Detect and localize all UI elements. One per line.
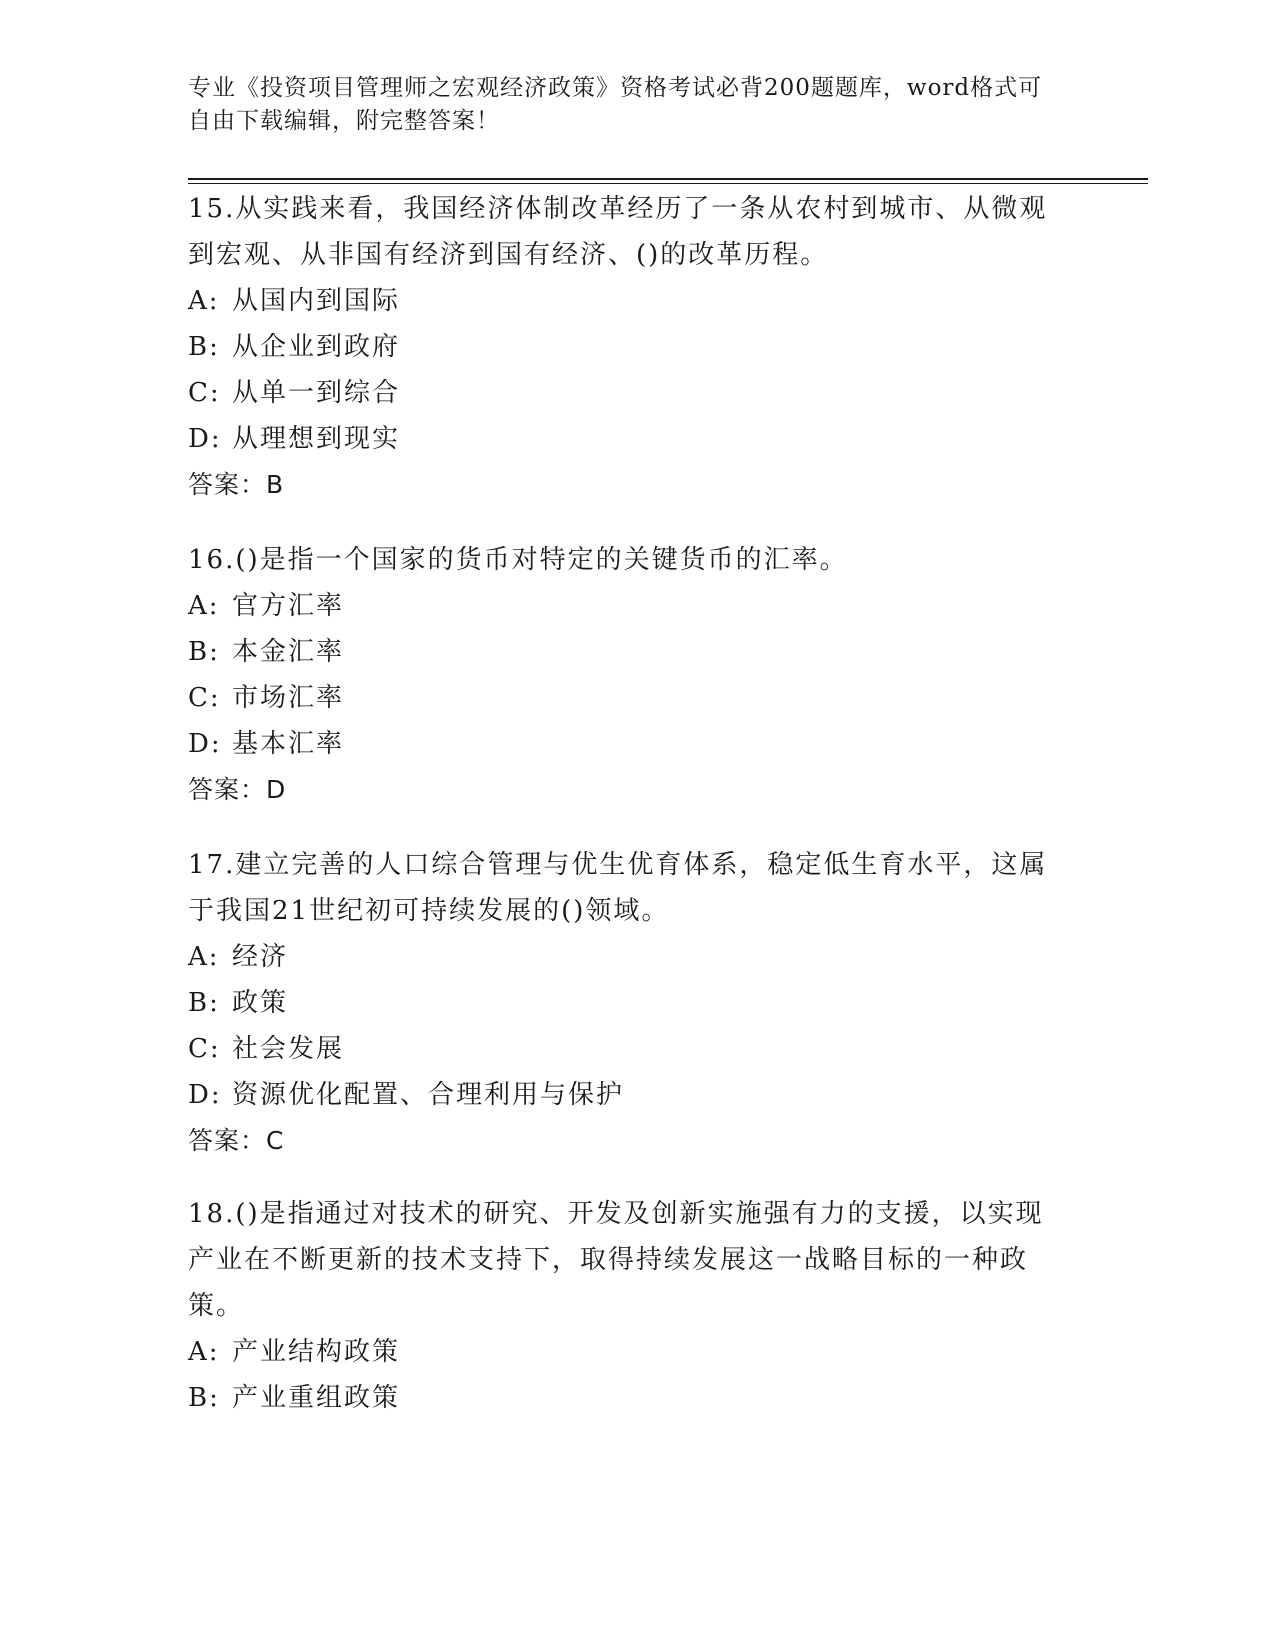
- option-letter: C:: [188, 1034, 221, 1064]
- question-15: [188, 186, 1068, 508]
- option-letter: A:: [188, 1337, 220, 1367]
- option-text: 政策: [232, 988, 289, 1018]
- option-a: [188, 583, 1068, 629]
- option-text: 本金汇率: [232, 637, 345, 667]
- option-a: [188, 278, 1068, 324]
- option-text: 产业结构政策: [232, 1337, 401, 1367]
- answer: 答案：D: [188, 775, 287, 804]
- option-letter: B:: [188, 1383, 220, 1413]
- option-b: [188, 980, 1068, 1026]
- option-text: 从国内到国际: [232, 286, 401, 316]
- option-d: [188, 416, 1068, 462]
- option-letter: D:: [188, 424, 222, 454]
- option-text: 市场汇率: [232, 683, 345, 713]
- option-letter: C:: [188, 683, 221, 713]
- option-d: [188, 1072, 1068, 1118]
- question-stem: 15.从实践来看，我国经济体制改革经历了一条从农村到城市、从微观到宏观、从非国有经济到国有经济、()的改革历程。: [188, 194, 1048, 270]
- question-stem: 16.()是指一个国家的货币对特定的关键货币的汇率。: [188, 545, 848, 575]
- header-divider-thick: [188, 178, 1148, 180]
- option-text: 从单一到综合: [232, 378, 401, 408]
- answer: 答案：B: [188, 470, 285, 499]
- option-letter: A:: [188, 591, 220, 621]
- option-a: [188, 934, 1068, 980]
- option-c: [188, 675, 1068, 721]
- question-17: [188, 842, 1068, 1164]
- option-text: 从理想到现实: [232, 424, 401, 454]
- question-stem: 17.建立完善的人口综合管理与优生优育体系，稳定低生育水平，这属于我国21世纪初可持续发展的()领域。: [188, 850, 1048, 926]
- option-c: [188, 370, 1068, 416]
- header-line-1: 专业《投资项目管理师之宏观经济政策》资格考试必背200题题库，word格式可: [188, 75, 1043, 101]
- question-stem: 18.()是指通过对技术的研究、开发及创新实施强有力的支援，以实现产业在不断更新的技术支持下，取得持续发展这一战略目标的一种政策。: [188, 1199, 1044, 1321]
- header-divider-thin: [188, 183, 1148, 184]
- option-letter: B:: [188, 637, 220, 667]
- question-18: [188, 1191, 1068, 1421]
- option-letter: D:: [188, 729, 222, 759]
- option-text: 基本汇率: [232, 729, 345, 759]
- option-text: 社会发展: [232, 1034, 345, 1064]
- option-text: 经济: [232, 942, 289, 972]
- option-b: [188, 1375, 1068, 1421]
- option-text: 资源优化配置、合理利用与保护: [232, 1080, 625, 1110]
- option-text: 产业重组政策: [232, 1383, 401, 1413]
- question-16: [188, 537, 1068, 813]
- answer: 答案：C: [188, 1126, 285, 1155]
- option-letter: B:: [188, 988, 220, 1018]
- option-b: [188, 629, 1068, 675]
- option-letter: C:: [188, 378, 221, 408]
- option-letter: A:: [188, 942, 220, 972]
- document-header: [188, 72, 1068, 138]
- option-a: [188, 1329, 1068, 1375]
- option-text: 从企业到政府: [232, 332, 401, 362]
- option-b: [188, 324, 1068, 370]
- option-letter: B:: [188, 332, 220, 362]
- header-line-2: 自由下载编辑，附完整答案！: [188, 108, 500, 134]
- option-d: [188, 721, 1068, 767]
- option-c: [188, 1026, 1068, 1072]
- option-letter: A:: [188, 286, 220, 316]
- option-text: 官方汇率: [232, 591, 345, 621]
- option-letter: D:: [188, 1080, 222, 1110]
